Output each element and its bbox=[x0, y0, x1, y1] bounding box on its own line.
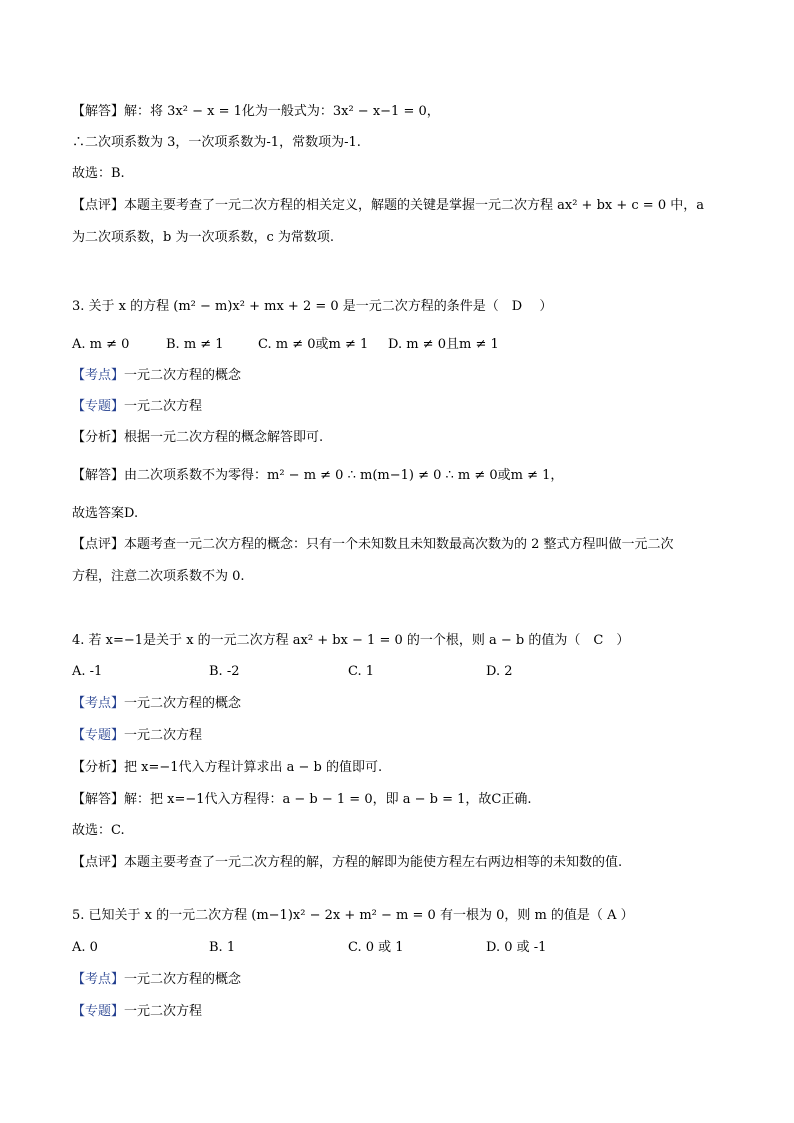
q4-comment: 【点评】本题主要考查了一元二次方程的解，方程的解即为能使方程左右两边相等的未知数的值. bbox=[72, 855, 623, 870]
q4-stem: 4. 若 x=−1是关于 x 的一元二次方程 ax² + bx − 1 = 0 的一个根，则 a − b 的值为（ C ） bbox=[72, 633, 630, 648]
q3-jieda: 【解答】由二次项系数不为零得：m² − m ≠ 0 ∴ m(m−1) ≠ 0 ∴ m ≠ 0或m ≠ 1， bbox=[72, 468, 564, 483]
zhuanti-text: 一元二次方程 bbox=[124, 728, 203, 743]
q5-zhuanti bbox=[72, 1002, 202, 1022]
q5-option-b: B. 1 bbox=[209, 940, 236, 955]
kaodian-tag: 【考点】 bbox=[72, 368, 125, 383]
q3-comment-1: 【点评】本题考查一元二次方程的概念：只有一个未知数且未知数最高次数为的 2 整式方程叫做一元二次 bbox=[72, 537, 674, 552]
q4-jieda: 【解答】解：把 x=−1代入方程得：a − b − 1 = 0，即 a − b = 1，故C正确. bbox=[72, 792, 532, 807]
zhuanti-text: 一元二次方程 bbox=[124, 1004, 203, 1019]
q3-option-d: D. m ≠ 0且m ≠ 1 bbox=[388, 337, 499, 352]
q4-option-b: B. -2 bbox=[209, 664, 240, 679]
q3-option-c: C. m ≠ 0或m ≠ 1 bbox=[258, 337, 369, 352]
q4-option-a: A. -1 bbox=[72, 664, 103, 679]
q5-option-a: A. 0 bbox=[72, 940, 98, 955]
q2-choice-line: 故选：B. bbox=[72, 166, 125, 181]
zhuanti-tag: 【专题】 bbox=[72, 728, 125, 743]
zhuanti-text: 一元二次方程 bbox=[124, 399, 203, 414]
kaodian-text: 一元二次方程的概念 bbox=[124, 368, 242, 383]
zhuanti-tag: 【专题】 bbox=[72, 399, 125, 414]
q4-option-c: C. 1 bbox=[348, 664, 375, 679]
q3-stem: 3. 关于 x 的方程 (m² − m)x² + mx + 2 = 0 是一元二次方程的条件是（ D ） bbox=[72, 299, 553, 314]
q5-option-d: D. 0 或 -1 bbox=[486, 940, 547, 955]
q5-option-c: C. 0 或 1 bbox=[348, 940, 404, 955]
q3-option-b: B. m ≠ 1 bbox=[166, 337, 224, 352]
q5-kaodian bbox=[72, 970, 241, 990]
kaodian-tag: 【考点】 bbox=[72, 696, 125, 711]
q4-fenxi: 【分析】把 x=−1代入方程计算求出 a − b 的值即可. bbox=[72, 760, 383, 775]
q4-kaodian bbox=[72, 694, 241, 714]
q3-option-a: A. m ≠ 0 bbox=[72, 337, 130, 352]
q3-choice: 故选答案D. bbox=[72, 506, 139, 521]
kaodian-text: 一元二次方程的概念 bbox=[124, 972, 242, 987]
q5-stem: 5. 已知关于 x 的一元二次方程 (m−1)x² − 2x + m² − m = 0 有一根为 0，则 m 的值是（ A ） bbox=[72, 908, 634, 923]
q2-coefficients-line: ∴二次项系数为 3，一次项系数为-1，常数项为-1. bbox=[72, 135, 361, 150]
q4-option-d: D. 2 bbox=[486, 664, 513, 679]
q3-kaodian bbox=[72, 366, 241, 386]
q3-fenxi: 【分析】根据一元二次方程的概念解答即可. bbox=[72, 430, 324, 445]
kaodian-text: 一元二次方程的概念 bbox=[124, 696, 242, 711]
q4-choice: 故选：C. bbox=[72, 823, 125, 838]
q2-comment-line-1: 【点评】本题主要考查了一元二次方程的相关定义，解题的关键是掌握一元二次方程 ax² + bx + c = 0 中，a bbox=[72, 198, 704, 213]
q3-zhuanti bbox=[72, 397, 202, 417]
q2-answer-line: 【解答】解：将 3x² − x = 1化为一般式为：3x² − x−1 = 0， bbox=[72, 104, 440, 119]
zhuanti-tag: 【专题】 bbox=[72, 1004, 125, 1019]
q2-comment-line-2: 为二次项系数，b 为一次项系数，c 为常数项. bbox=[72, 230, 334, 245]
kaodian-tag: 【考点】 bbox=[72, 972, 125, 987]
q4-zhuanti bbox=[72, 726, 202, 746]
q3-comment-2: 方程，注意二次项系数不为 0. bbox=[72, 569, 245, 584]
